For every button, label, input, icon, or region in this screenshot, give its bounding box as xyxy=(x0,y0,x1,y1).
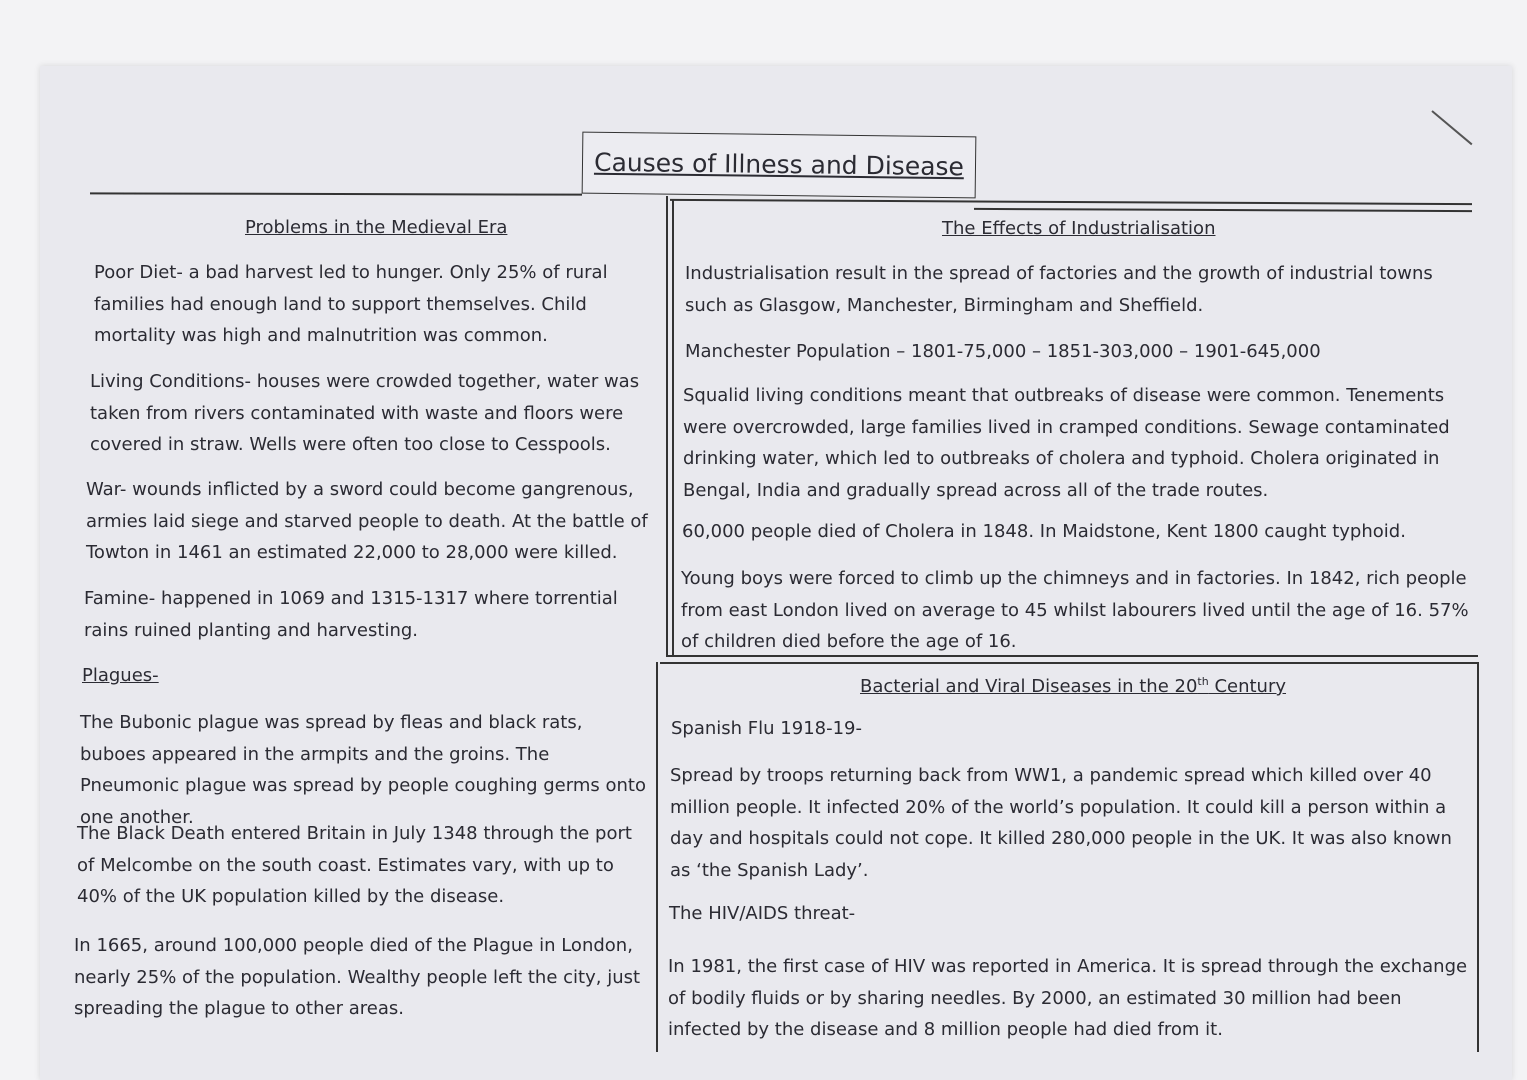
paragraph-war: War- wounds inflicted by a sword could become gangrenous, armies laid siege and starved people to death. At the battle of Towton in 1461 an estimated 22,000 to 28,000 were killed. xyxy=(86,479,648,563)
divider-lower-left xyxy=(656,662,658,1052)
heading-twentieth-century xyxy=(860,675,1286,697)
paragraph-hiv-aids: In 1981, the first case of HIV was reported in America. It is spread through the exchange of bodily fluids or by sharing needles. By 2000, an estimated 30 million had been infected by the disease and 8 million people had died from it. xyxy=(668,956,1468,1040)
paragraph-poor-diet: Poor Diet- a bad harvest led to hunger. Only 25% of rural families had enough land to support themselves. Child mortality was high and malnutrition was common. xyxy=(94,262,608,346)
heading-spanish-flu: Spanish Flu 1918-19- xyxy=(671,718,862,739)
paragraph-great-plague: In 1665, around 100,000 people died of the Plague in London, nearly 25% of the population. Wealthy people left the city, just spreading the plague to other areas. xyxy=(74,935,641,1019)
paragraph-industrial-towns: Industrialisation result in the spread of factories and the growth of industrial towns such as Glasgow, Manchester, Birmingham and Sheffield. xyxy=(685,263,1433,316)
paragraph-black-death: The Black Death entered Britain in July 1348 through the port of Melcombe on the south coast. Estimates vary, with up to 40% of the UK population killed by the disease. xyxy=(77,823,632,907)
paragraph-famine: Famine- happened in 1069 and 1315-1317 where torrential rains ruined planting and harvesting. xyxy=(84,588,618,641)
divider-column-left-inner xyxy=(672,200,674,655)
page-title: Causes of Illness and Disease xyxy=(582,132,977,199)
divider-lower-right xyxy=(1477,662,1479,1052)
heading-hiv-aids: The HIV/AIDS threat- xyxy=(669,903,856,924)
divider-column-left xyxy=(666,196,668,656)
paragraph-bubonic-plague: The Bubonic plague was spread by fleas and black rats, buboes appeared in the armpits and the groins. The Pneumonic plague was spread by people coughing germs onto one another. xyxy=(80,712,646,828)
heading-twentieth-end: Century xyxy=(1208,676,1287,697)
paragraph-manchester-population: Manchester Population – 1801-75,000 – 1851-303,000 – 1901-645,000 xyxy=(685,341,1321,362)
heading-industrialisation: The Effects of Industrialisation xyxy=(942,218,1216,239)
heading-plagues: Plagues- xyxy=(82,665,159,686)
paragraph-spanish-flu: Spread by troops returning back from WW1, a pandemic spread which killed over 40 million people. It infected 20% of the world’s population. It could kill a person within a day and hospitals could not cope. It killed 280,000 people in the UK. It was also known as ‘the Spanish Lady’. xyxy=(670,765,1452,881)
paragraph-young-boys: Young boys were forced to climb up the chimneys and in factories. In 1842, rich people from east London lived on average to 45 whilst labourers lived until the age of 16. 57% of children died before the age of 16. xyxy=(681,568,1469,652)
paragraph-cholera-deaths: 60,000 people died of Cholera in 1848. In Maidstone, Kent 1800 caught typhoid. xyxy=(682,521,1406,542)
paragraph-squalid-conditions: Squalid living conditions meant that outbreaks of disease were common. Tenements were overcrowded, large families lived in cramped conditions. Sewage contaminated drinking water, which led to outbreaks of cholera and typhoid. Cholera originated in Bengal, India and gradually spread across all of the trade routes. xyxy=(683,385,1450,501)
paragraph-living-conditions: Living Conditions- houses were crowded together, water was taken from rivers contaminated with waste and floors were covered in straw. Wells were often too close to Cesspools. xyxy=(90,371,640,455)
heading-twentieth-sup: th xyxy=(1197,675,1209,688)
heading-medieval: Problems in the Medieval Era xyxy=(245,217,508,238)
divider-middle-right-inner xyxy=(660,662,1478,664)
heading-twentieth-main: Bacterial and Viral Diseases in the 20 xyxy=(860,676,1198,697)
